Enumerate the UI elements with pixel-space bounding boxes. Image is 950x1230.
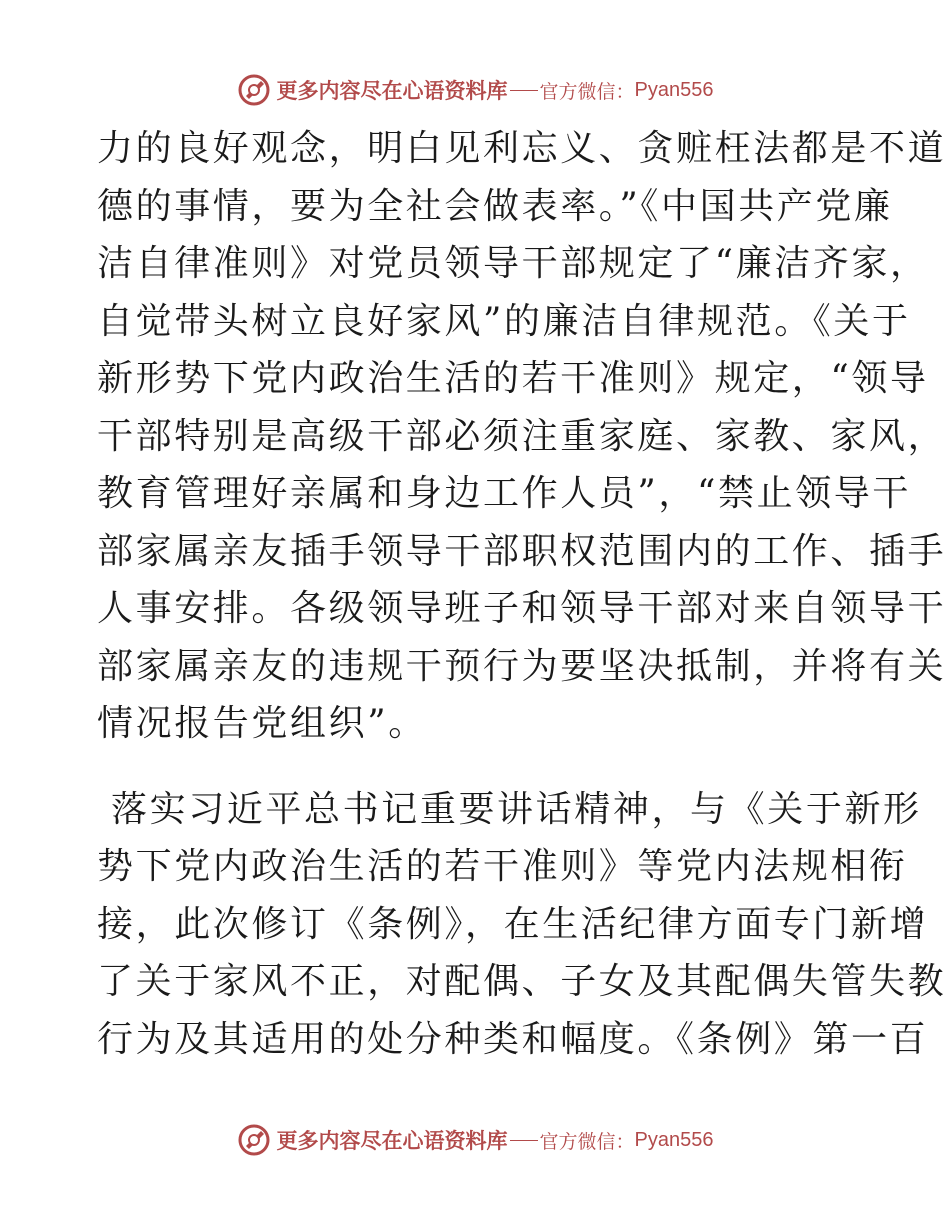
banner-brand-text: 更多内容尽在心语资料库 — [276, 78, 508, 103]
footer-banner — [0, 1120, 950, 1160]
text-line: 接，此次修订《条例》，在生活纪律方面专门新增 — [97, 903, 929, 945]
paragraph-spacer — [97, 753, 857, 781]
text-line: 洁自律准则》对党员领导干部规定了“廉洁齐家， — [97, 243, 929, 284]
paragraph — [97, 120, 947, 753]
text-line: 德的事情，要为全社会做表率。”《中国共产党廉 — [97, 185, 893, 227]
text-line: 人事安排。各级领导班子和领导干部对来自领导干 — [97, 588, 947, 629]
document-body — [97, 120, 947, 1068]
text-line: 了关于家风不正，对配偶、子女及其配偶失管失教 — [97, 961, 947, 1002]
text-line: 部家属亲友的违规干预行为要坚决抵制，并将有关 — [97, 645, 947, 687]
banner-dash — [510, 1140, 538, 1141]
text-line: 力的良好观念，明白见利忘义、贪赃枉法都是不道 — [97, 128, 947, 169]
text-line: 教育管理好亲属和身边工作人员”，“禁止领导干 — [97, 473, 912, 514]
text-line: 落实习近平总书记重要讲话精神，与《关于新形 — [97, 788, 922, 830]
text-line: 行为及其适用的处分种类和幅度。《条例》第一百 — [97, 1018, 929, 1060]
text-line: 自觉带头树立良好家风”的廉洁自律规范。《关于 — [97, 300, 911, 342]
text-line: 情况报告党组织”。 — [97, 703, 427, 744]
banner-wechat-id: Pyan556 — [634, 78, 714, 101]
header-banner — [0, 70, 950, 110]
banner-wechat-id: Pyan556 — [634, 1128, 714, 1151]
text-line: 势下党内政治生活的若干准则》等党内法规相衔 — [97, 846, 908, 887]
brand-logo-icon — [237, 73, 271, 107]
banner-brand-text: 更多内容尽在心语资料库 — [276, 1128, 508, 1153]
banner-wechat-label: 官方微信： — [539, 80, 635, 103]
text-line: 干部特别是高级干部必须注重家庭、家教、家风， — [97, 415, 947, 457]
text-line: 新形势下党内政治生活的若干准则》规定，“领导 — [97, 358, 929, 399]
paragraph — [97, 781, 947, 1069]
banner-dash — [510, 90, 538, 91]
text-line: 部家属亲友插手领导干部职权范围内的工作、插手 — [97, 530, 947, 572]
brand-logo-icon — [237, 1123, 271, 1157]
banner-wechat-label: 官方微信： — [539, 1130, 635, 1153]
